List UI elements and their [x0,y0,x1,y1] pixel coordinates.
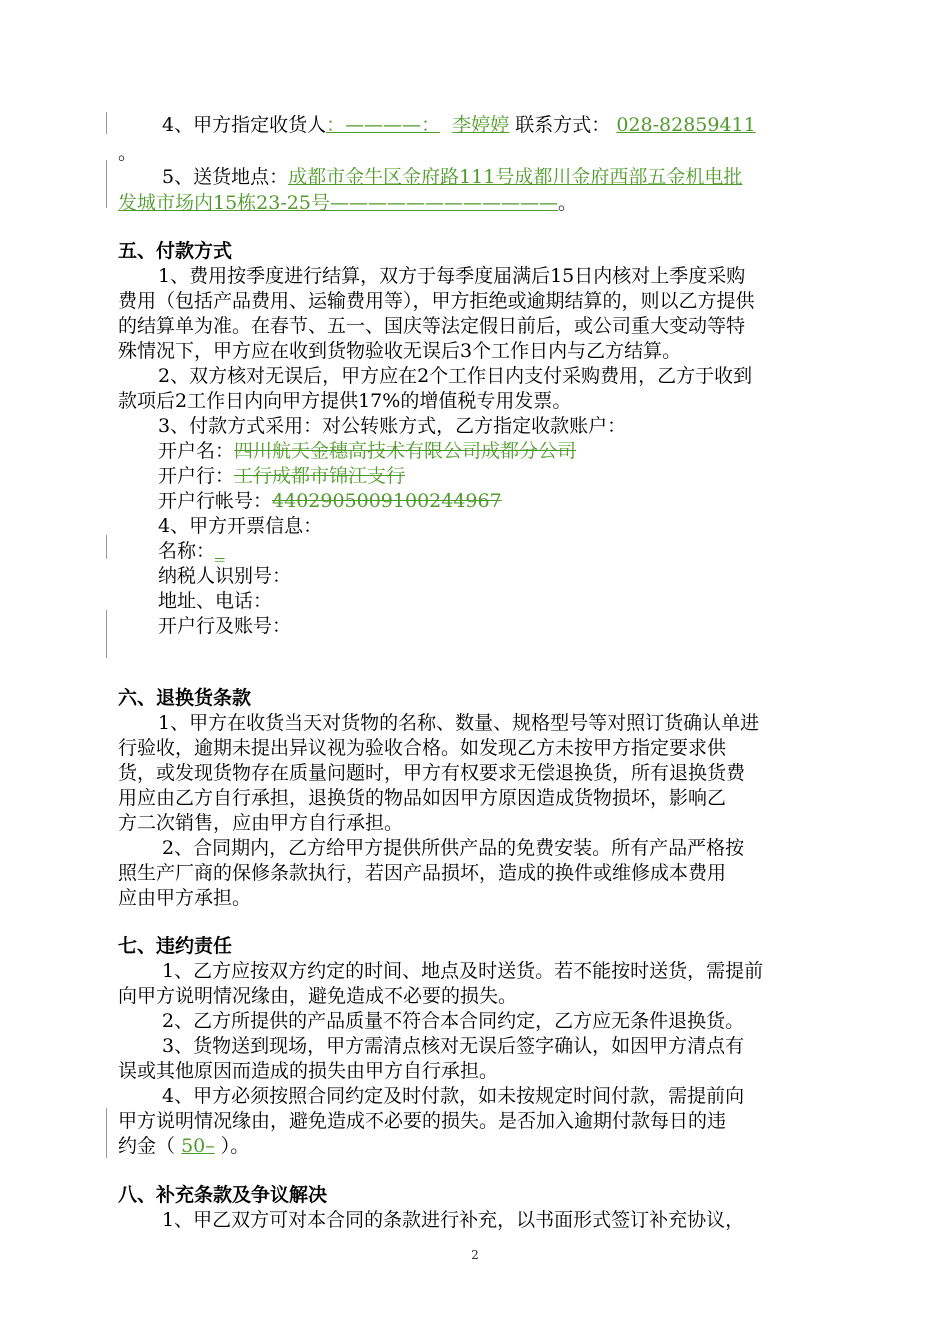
delivery-receiver-line: 4、甲方指定收货人：————： 李婷婷 联系方式： 028-82859411 [162,114,756,136]
returns-p1: 行验收，逾期未提出异议视为验收合格。如发现乙方未按甲方指定要求供 [118,737,727,759]
breach-p4: 甲方说明情况缘由，避免造成不必要的损失。是否加入逾期付款每日的违 [118,1110,727,1132]
invoice-name-line: 名称：_ [158,540,225,562]
returns-p2: 2、合同期内，乙方给甲方提供所供产品的免费安装。所有产品严格按 [162,837,745,859]
invoice-taxid-line: 纳税人识别号： [158,565,292,587]
returns-p2: 应由甲方承担。 [118,887,252,909]
payment-p1: 的结算单为准。在春节、五一、国庆等法定假日前后，或公司重大变动等特 [118,315,746,337]
returns-p2: 照生产厂商的保修条款执行，若因产品损坏，造成的换件或维修成本费用 [118,862,727,884]
change-bar [106,535,107,559]
delivery-address-line-2: 发城市场内15栋23-25号————————————。 [118,192,577,214]
section-heading-breach: 七、违约责任 [118,935,233,957]
change-bar [106,1108,107,1158]
payment-p4: 4、甲方开票信息： [158,515,323,537]
returns-p1: 方二次销售，应由甲方自行承担。 [118,812,404,834]
delivery-address-line: 5、送货地点：成都市金牛区金府路111号成都川金府西部五金机电批 [162,166,743,188]
payment-p1: 费用（包括产品费用、运输费用等），甲方拒绝或逾期结算的，则以乙方提供 [118,290,755,312]
page-number: 2 [471,1248,479,1262]
returns-p1: 1、甲方在收货当天对货物的名称、数量、规格型号等对照订货确认单进 [158,712,760,734]
payment-p2: 款项后2工作日内向甲方提供17%的增值税专用发票。 [118,390,572,412]
account-name-line: 开户名：四川航天金穗高技术有限公司成都分公司 [158,440,577,462]
account-number-line: 开户行帐号：4402905009100244967 [158,490,502,512]
invoice-bank-line: 开户行及账号： [158,615,292,637]
breach-p4: 4、甲方必须按照合同约定及时付款，如未按规定时间付款，需提前向 [162,1085,745,1107]
supplement-p1: 1、甲乙双方可对本合同的条款进行补充，以书面形式签订补充协议， [162,1209,745,1231]
payment-p3: 3、付款方式采用：对公转账方式，乙方指定收款账户： [158,415,627,437]
section-heading-supplement: 八、补充条款及争议解决 [118,1184,328,1206]
invoice-address-line: 地址、电话： [158,590,273,612]
payment-p1: 殊情况下，甲方应在收到货物验收无误后3个工作日内与乙方结算。 [118,340,682,362]
returns-p1: 用应由乙方自行承担，退换货的物品如因甲方原因造成货物损坏，影响乙 [118,787,727,809]
change-bar [106,610,107,658]
breach-p3: 3、货物送到现场，甲方需清点核对无误后签字确认，如因甲方清点有 [162,1035,745,1057]
delivery-receiver-end: 。 [118,142,138,164]
returns-p1: 货，或发现货物存在质量问题时，甲方有权要求无偿退换货，所有退换货费 [118,762,746,784]
change-bar [106,112,107,134]
breach-p2: 2、乙方所提供的产品质量不符合本合同约定，乙方应无条件退换货。 [162,1010,745,1032]
payment-p2: 2、双方核对无误后，甲方应在2个工作日内支付采购费用，乙方于收到 [158,365,753,387]
section-heading-returns: 六、退换货条款 [118,687,252,709]
bank-line: 开户行：工行成都市锦江支行 [158,465,406,487]
breach-p3: 误或其他原因而造成的损失由甲方自行承担。 [118,1060,499,1082]
breach-p1: 向甲方说明情况缘由，避免造成不必要的损失。 [118,985,518,1007]
breach-p1: 1、乙方应按双方约定的时间、地点及时送货。若不能按时送货，需提前 [162,960,764,982]
change-bar [106,160,107,208]
section-heading-payment: 五、付款方式 [118,240,233,262]
payment-p1: 1、费用按季度进行结算，双方于每季度届满后15日内核对上季度采购 [158,265,746,287]
breach-p4-last: 约金（ 50– ）。 [118,1135,250,1157]
